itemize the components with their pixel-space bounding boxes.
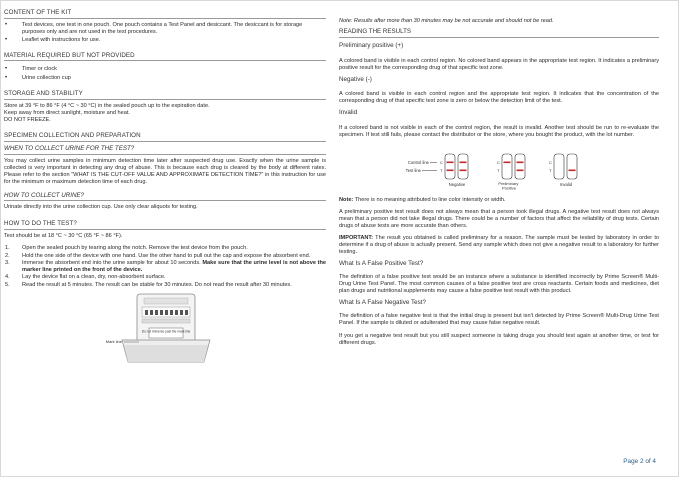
c-marker: C (549, 160, 552, 166)
t-marker: T (549, 168, 552, 174)
test-band (460, 170, 467, 172)
c-marker: C (497, 160, 500, 166)
test-line-label: Test line (405, 168, 421, 174)
test-band (569, 170, 576, 172)
left-column (4, 9, 326, 364)
right-column (339, 18, 659, 351)
urine-cup (122, 340, 210, 362)
contents-heading: CONTENT OF THE KIT (4, 9, 326, 19)
storage-text (4, 103, 326, 124)
mark-line-label: Mark line (105, 338, 122, 344)
invalid-text: If a colored band is not visible in each of the control region, the result is invalid. Another test should be run to re-evaluate the specimen. If test still fails, please contact the distributor or the store, where you bought the product, with the lot number. (339, 125, 659, 139)
step-number: 1. (5, 245, 10, 252)
c-marker: C (440, 160, 443, 166)
step-number: 5. (5, 281, 10, 288)
device-immersion-illustration (4, 292, 326, 364)
test-band (447, 170, 454, 172)
negative-heading: Negative (-) (339, 75, 372, 83)
control-band (460, 162, 467, 164)
step-item (4, 260, 326, 274)
how-to-test-intro: Test should be at 18 °C ~ 30 °C (65 °F ~ 86 °F). (4, 233, 123, 240)
when-to-collect-heading: WHEN TO COLLECT URINE FOR THE TEST? (4, 145, 326, 155)
note-label: Note: (339, 197, 354, 204)
preliminary-positive-heading: Preliminary positive (+) (339, 41, 404, 49)
storage-line: DO NOT FREEZE. (4, 117, 51, 124)
false-negative-text: The definition of a false negative test is that the initial drug is present but isn't detected by Prime Screen® Multi-Drug Urine Test Panel. If the sample is diluted or adulterated that may cause false negative result. (339, 312, 659, 326)
invalid-caption: Invalid (559, 182, 573, 188)
important-paragraph (339, 235, 659, 256)
step-text: Lay the device flat on a clean, dry, non-absorbent surface. (22, 274, 166, 281)
page-number: Page 2 of 4 (623, 458, 656, 465)
step-number: 4. (5, 274, 10, 281)
list-item: • Urine collection cup (4, 75, 326, 82)
control-band (504, 162, 511, 164)
storage-heading: STORAGE AND STABILITY (4, 90, 326, 100)
test-band (517, 170, 524, 172)
control-band (517, 162, 524, 164)
storage-line: Keep away from direct sunlight, moisture and heat. (4, 110, 130, 117)
preliminary-positive-caption (498, 181, 519, 191)
step-item (4, 245, 326, 252)
list-item: • Leaflet with instructions for use. (4, 37, 326, 44)
step-item (4, 253, 326, 260)
note-intensity (339, 197, 659, 204)
t-marker: T (440, 168, 443, 174)
step-text: Hold the one side of the device with one hand. Use the other hand to pull out the cap and expose the absorbent end. (22, 252, 311, 259)
negative-example (440, 154, 468, 187)
note-top: Note: Results after more than 30 minutes may be not accurate and should not be read. (339, 18, 554, 24)
step-number: 3. (5, 260, 10, 266)
negative-caption: Negative (448, 182, 466, 188)
negative-text: A colored band is visible in each control region and the appropriate test region. It indicates that the concentration of the corresponding drug of that specific test zone is zero or below the detection limit of the test. (339, 91, 659, 105)
list-item: • Timer or clock (4, 66, 326, 73)
contents-list (4, 22, 326, 44)
false-positive-heading: What Is A False Positive Test? (339, 260, 424, 268)
caption-word: Preliminary (498, 181, 519, 187)
device-warning-label: Do not immerse past the mark line (141, 329, 191, 334)
important-label: IMPORTANT: (339, 235, 374, 242)
caption-word: Positive (501, 185, 517, 191)
false-negative-heading: What Is A False Negative Test? (339, 298, 427, 306)
reading-results-heading: READING THE RESULTS (339, 28, 659, 38)
material-list (4, 66, 326, 82)
step-text: Open the sealed pouch by tearing along the notch. Remove the test device from the pouch. (22, 245, 248, 252)
list-item: • Test devices, one test in one pouch. One pouch contains a Test Panel and desiccant. The desiccant is for storage purposes only and are not used in the test procedures. (4, 22, 326, 36)
specimen-heading: SPECIMEN COLLECTION AND PREPARATION (4, 132, 326, 142)
test-strip-windows (145, 310, 188, 315)
step-number: 2. (5, 252, 10, 259)
when-to-collect-text: You may collect urine samples in minimum detection time later after suspected drug use. Exactly when the urine sample is collected is very important in detecting any drug of abuse. This is because each drug is cleared by the body at different rates. Please refer to the section "WHAT IS THE CUT-OFF VALUE AND APPROXIMATE DETECTION TIME?" in this instruction for use for the minimum or maximum detection time of each drug. (4, 157, 326, 185)
how-to-test-heading: HOW TO DO THE TEST? (4, 220, 326, 230)
how-to-collect-text: Urinate directly into the urine collection cup. Use only clear aliquots for testing. (4, 204, 198, 211)
storage-line: Store at 39 °F to 86 °F (4 °C ~ 30 °C) in the sealed pouch up to the expiration date. (4, 103, 210, 110)
step-text: Read the result at 5 minutes. The result can be stable for 30 minutes. Do not read the result after 30 minutes. (22, 281, 292, 288)
important-text: The result you obtained is called preliminary for a reason. The sample must be tested by laboratory in order to determine if a drug of abuse is actually present. Send any sample which does not give a negative result to a laboratory for further testing. (339, 235, 659, 256)
invalid-example (549, 154, 577, 187)
preliminary-positive-example (497, 154, 525, 191)
false-positive-text: The definition of a false positive test would be an instance where a substance is identified incorrectly by Prime Screen® Multi-Drug Urine Test Panel. The most common causes of a false positive test are cross reactants. Certain foods and medicines, diet plan drugs and nutritional supplements may cause a false positive test result with this product. (339, 273, 659, 294)
note-intensity-text: There is no meaning attributed to line color intensity or width. (353, 197, 506, 204)
result-reading-diagram (339, 151, 659, 191)
preliminary-paragraph: A preliminary positive test result does not always mean that a person took illegal drugs. A negative test result does not always mean that a person did not take illegal drugs. There could be a number of factors that affect the reliability of drug tests. Certain drugs of abuse tests are more accurate than others. (339, 209, 659, 230)
test-steps-list (4, 245, 326, 289)
closing-text: If you get a negative test result but you still suspect someone is taking drugs you should test again at another time, or test for different drugs. (339, 332, 659, 346)
t-marker: T (497, 168, 500, 174)
step-item (4, 274, 326, 281)
invalid-heading: Invalid (339, 109, 358, 117)
material-heading: MATERIAL REQUIRED BUT NOT PROVIDED (4, 52, 326, 62)
step-warning: Make sure that the urine level is not above the marker line printed on the front of the device. (22, 260, 326, 273)
control-line-label: Control line (407, 160, 429, 166)
how-to-collect-heading: HOW TO COLLECT URINE? (4, 192, 326, 202)
preliminary-positive-text: A colored band is visible in each control region. No colored band appears in the appropriate test region. It indicates a preliminary positive result for the corresponding drug of that specific test zone. (339, 57, 659, 71)
control-band (447, 162, 454, 164)
step-text: Immerse the absorbent end into the urine sample for about 10 seconds. (22, 260, 203, 266)
step-item (4, 282, 326, 289)
